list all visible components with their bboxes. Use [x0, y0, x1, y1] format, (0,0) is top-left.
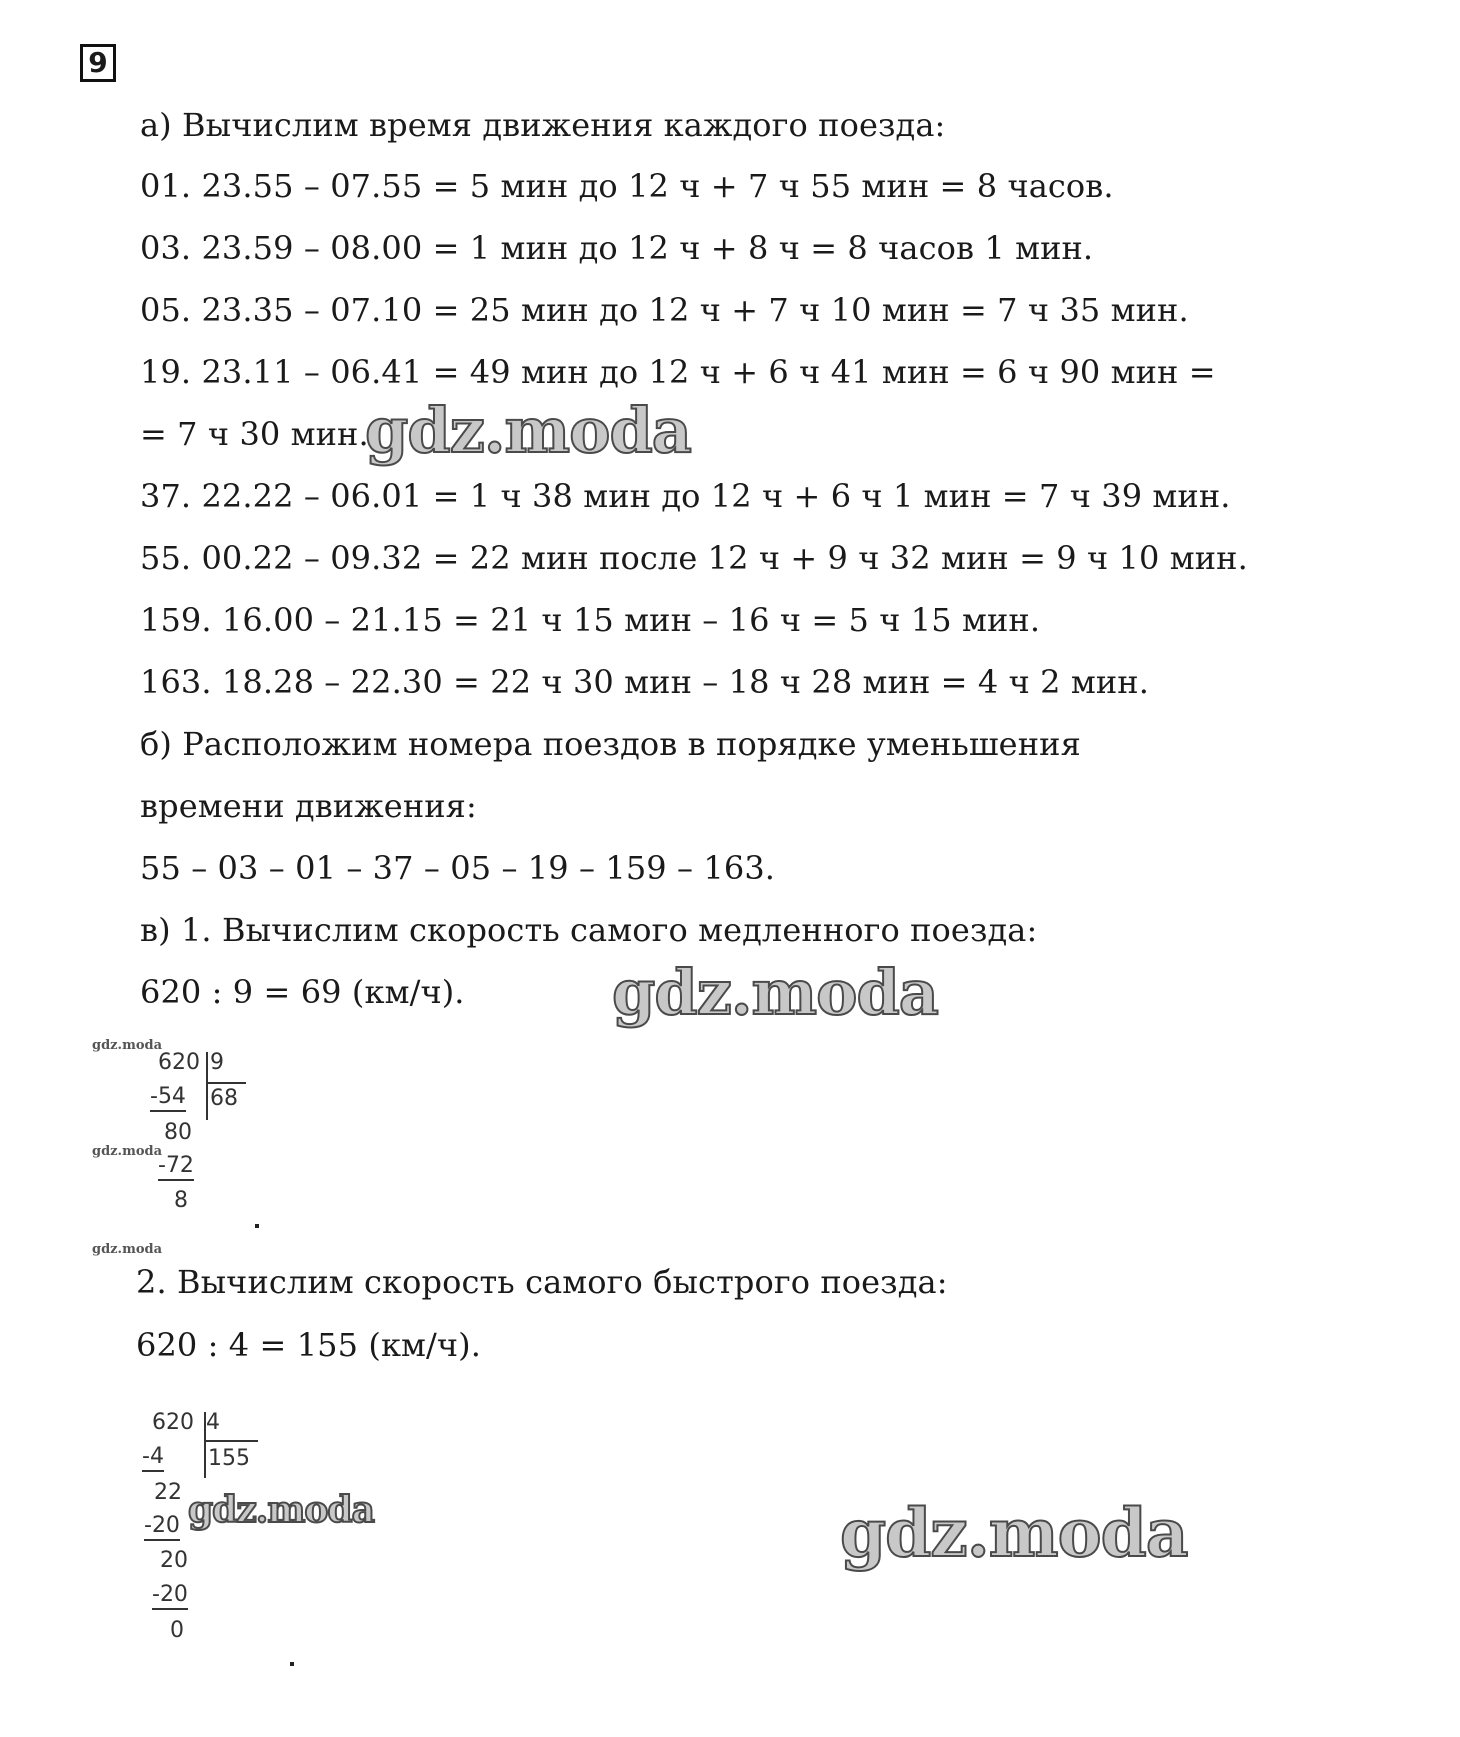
long-division-1	[150, 1050, 270, 1220]
answer-line: 163. 18.28 – 22.30 = 22 ч 30 мин – 18 ч 28 мин = 4 ч 2 мин.	[140, 663, 1149, 701]
answer-line: = 7 ч 30 мин.	[140, 415, 369, 453]
period-dot	[290, 1662, 294, 1666]
watermark: gdz.moda	[365, 394, 691, 467]
quotient: 68	[210, 1086, 238, 1111]
division-bar-horizontal	[204, 1440, 258, 1442]
part-c-calc1: 620 : 9 = 69 (км/ч).	[140, 973, 465, 1011]
answer-line: 03. 23.59 – 08.00 = 1 мин до 12 ч + 8 ч = 8 часов 1 мин.	[140, 229, 1094, 267]
remainder: 22	[154, 1480, 182, 1505]
train-order: 55 – 03 – 01 – 37 – 05 – 19 – 159 – 163.	[140, 849, 776, 887]
subtrahend: -72	[158, 1153, 194, 1181]
remainder: 20	[160, 1548, 188, 1573]
watermark-small: gdz.moda	[92, 1242, 163, 1257]
part-c-step2: 2. Вычислим скорость самого быстрого поезда:	[136, 1263, 948, 1301]
division-bar-vertical	[206, 1052, 208, 1120]
part-b-heading: б) Расположим номера поездов в порядке уменьшения	[140, 725, 1081, 763]
watermark: gdz.moda	[840, 1494, 1188, 1572]
dividend: 620	[152, 1410, 194, 1435]
answer-line: 05. 23.35 – 07.10 = 25 мин до 12 ч + 7 ч 10 мин = 7 ч 35 мин.	[140, 291, 1189, 329]
subtrahend: -4	[142, 1444, 164, 1472]
division-bar-horizontal	[206, 1082, 246, 1084]
part-c-step1: в) 1. Вычислим скорость самого медленного поезда:	[140, 911, 1038, 949]
answer-line: 01. 23.55 – 07.55 = 5 мин до 12 ч + 7 ч 55 мин = 8 часов.	[140, 167, 1114, 205]
answer-line: 19. 23.11 – 06.41 = 49 мин до 12 ч + 6 ч 41 мин = 6 ч 90 мин =	[140, 353, 1216, 391]
watermark-small: gdz.moda	[92, 1144, 163, 1159]
subtrahend: -54	[150, 1084, 186, 1112]
dividend: 620	[158, 1050, 200, 1075]
watermark: gdz.moda	[612, 956, 938, 1029]
part-c-calc2: 620 : 4 = 155 (км/ч).	[136, 1326, 482, 1364]
division-bar-vertical	[204, 1412, 206, 1478]
watermark: gdz.moda	[188, 1489, 374, 1531]
part-b-heading-cont: времени движения:	[140, 787, 477, 825]
watermark-small: gdz.moda	[92, 1038, 163, 1053]
answer-line: 55. 00.22 – 09.32 = 22 мин после 12 ч + 9 ч 32 мин = 9 ч 10 мин.	[140, 539, 1248, 577]
subtrahend: -20	[152, 1582, 188, 1610]
quotient: 155	[208, 1446, 250, 1471]
part-a-heading: а) Вычислим время движения каждого поезда:	[140, 106, 946, 144]
remainder: 80	[164, 1120, 192, 1145]
remainder: 0	[170, 1618, 184, 1643]
answer-line: 159. 16.00 – 21.15 = 21 ч 15 мин – 16 ч = 5 ч 15 мин.	[140, 601, 1041, 639]
answer-line: 37. 22.22 – 06.01 = 1 ч 38 мин до 12 ч + 6 ч 1 мин = 7 ч 39 мин.	[140, 477, 1231, 515]
task-number: 9	[80, 44, 116, 82]
divisor: 4	[206, 1410, 220, 1435]
divisor: 9	[210, 1050, 224, 1075]
remainder: 8	[174, 1188, 188, 1213]
period-dot	[255, 1224, 259, 1228]
subtrahend: -20	[144, 1513, 180, 1541]
